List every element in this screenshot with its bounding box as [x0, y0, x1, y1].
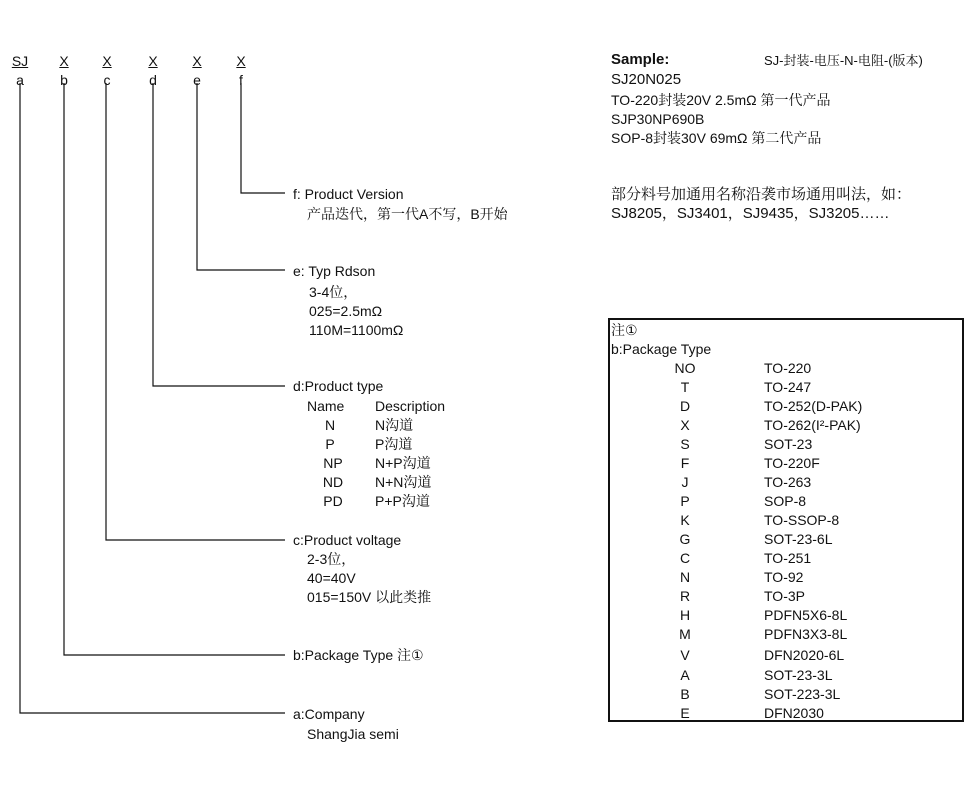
sample-label: Sample: [611, 51, 670, 68]
section-a-title: a:Company [293, 706, 365, 722]
code-symbol-f: X [236, 53, 246, 69]
code-letter-c: c [103, 72, 111, 88]
package-name: TO-92 [764, 569, 804, 585]
section-e-line: 3-4位， [309, 284, 358, 300]
package-code: G [679, 531, 691, 547]
connector-c [106, 83, 285, 540]
code-symbol-d: X [148, 53, 158, 69]
section-d-col-name: Name [307, 398, 345, 414]
section-f-title: f: Product Version [293, 186, 404, 202]
note-line: SJ8205，SJ3401，SJ9435，SJ3205…… [611, 205, 890, 222]
product-type-name: P [325, 436, 335, 452]
package-name: TO-220F [764, 455, 820, 471]
package-code: T [680, 379, 690, 395]
package-name: TO-SSOP-8 [764, 512, 840, 528]
product-type-desc: N+N沟道 [375, 474, 432, 490]
section-b-title: b:Package Type 注① [293, 647, 424, 663]
section-f-line: 产品迭代，第一代A不写，B开始 [307, 206, 508, 222]
package-name: SOP-8 [764, 493, 807, 509]
section-a-line: ShangJia semi [307, 726, 399, 742]
sample-format: SJ-封装-电压-N-电阻-(版本) [764, 53, 923, 68]
package-name: TO-252(D-PAK) [764, 398, 863, 414]
section-d-col-desc: Description [375, 398, 446, 414]
package-code: E [680, 705, 690, 721]
package-code: A [680, 667, 690, 683]
code-symbol-c: X [102, 53, 112, 69]
package-code: B [680, 686, 690, 702]
connector-d [153, 83, 285, 386]
section-e-line: 025=2.5mΩ [309, 303, 383, 319]
package-name: SOT-23 [764, 436, 813, 452]
package-code: P [680, 493, 690, 509]
section-c-title: c:Product voltage [293, 532, 402, 548]
section-d-title: d:Product type [293, 378, 384, 394]
section-c-line: 40=40V [307, 570, 356, 586]
package-name: PDFN3X3-8L [764, 626, 848, 642]
package-name: PDFN5X6-8L [764, 607, 848, 623]
package-code: S [680, 436, 690, 452]
package-code: X [680, 417, 690, 433]
package-code: NO [674, 360, 696, 376]
product-type-desc: N沟道 [375, 417, 414, 433]
section-e-line: 110M=1100mΩ [309, 322, 404, 338]
package-code: J [681, 474, 689, 490]
code-letter-d: d [149, 72, 157, 88]
sample-line: TO-220封装20V 2.5mΩ 第一代产品 [611, 92, 831, 108]
package-name: SOT-23-3L [764, 667, 833, 683]
package-code: F [680, 455, 690, 471]
package-code: R [679, 588, 691, 604]
code-symbol-sj: SJ [11, 53, 29, 69]
product-type-name: N [324, 417, 336, 433]
section-c-line: 2-3位， [307, 551, 356, 567]
code-symbol-b: X [59, 53, 69, 69]
product-type-name: ND [322, 474, 344, 490]
package-name: TO-247 [764, 379, 812, 395]
section-e-title: e: Typ Rdson [293, 263, 376, 279]
package-code: V [680, 647, 690, 663]
sample-line: SJ20N025 [611, 71, 682, 88]
code-symbol-e: X [192, 53, 202, 69]
product-type-desc: P+P沟道 [375, 493, 430, 509]
product-type-desc: P沟道 [375, 436, 413, 452]
package-name: TO-3P [764, 588, 805, 604]
package-code: N [679, 569, 691, 585]
sample-line: SJP30NP690B [611, 111, 705, 127]
code-letter-e: e [193, 72, 201, 88]
package-table-title: b:Package Type [611, 341, 712, 357]
product-type-name: PD [323, 493, 343, 509]
package-name: TO-251 [764, 550, 812, 566]
connector-b [64, 83, 285, 655]
package-code: K [680, 512, 690, 528]
package-name: DFN2030 [764, 705, 824, 721]
product-type-desc: N+P沟道 [375, 455, 431, 471]
code-letter-f: f [239, 72, 243, 88]
package-name: SOT-223-3L [764, 686, 841, 702]
code-letter-b: b [60, 72, 68, 88]
sample-line: SOP-8封装30V 69mΩ 第二代产品 [611, 130, 822, 146]
package-name: SOT-23-6L [764, 531, 833, 547]
package-name: TO-262(I²-PAK) [764, 417, 861, 433]
package-code: M [679, 626, 691, 642]
product-type-name: NP [323, 455, 343, 471]
package-name: TO-220 [764, 360, 812, 376]
package-code: C [679, 550, 691, 566]
connector-f [241, 83, 285, 193]
package-table-heading: 注① [611, 322, 638, 338]
package-code: H [679, 607, 691, 623]
package-code: D [679, 398, 691, 414]
code-letter-a: a [16, 72, 24, 88]
section-c-line: 015=150V 以此类推 [307, 589, 432, 605]
package-name: DFN2020-6L [764, 647, 845, 663]
note-line: 部分料号加通用名称沿袭市场通用叫法，如： [611, 186, 912, 203]
package-name: TO-263 [764, 474, 812, 490]
